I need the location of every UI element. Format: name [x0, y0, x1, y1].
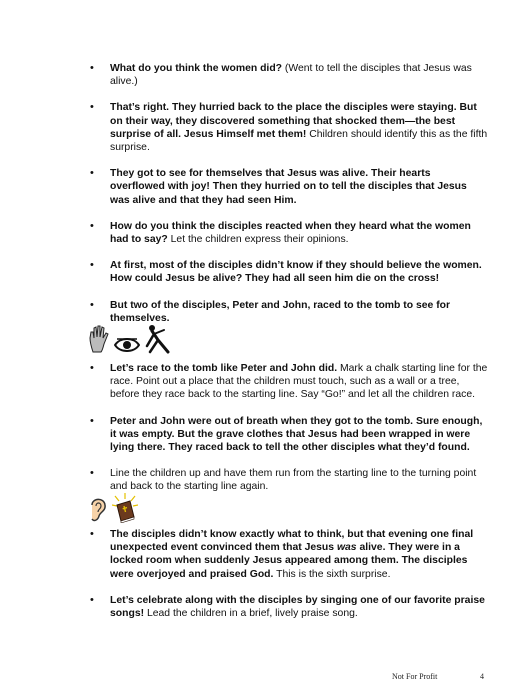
bullet-dot: • — [90, 167, 94, 180]
activity-icons — [88, 324, 172, 354]
bullet-item — [88, 259, 488, 285]
bullet-text: How do you think the disciples reacted when they heard what the women had to say? — [110, 220, 471, 246]
page-footer — [392, 672, 484, 681]
bullet-text: At first, most of the disciples didn’t know if they should believe the women. How could Jesus be alive? They had all seen him die on the cross! — [110, 260, 482, 285]
runner-icon — [144, 324, 172, 354]
bullet-dot: • — [90, 593, 94, 606]
sense-icons — [88, 493, 138, 523]
bullet-text: This is the sixth surprise. — [273, 568, 391, 580]
bullet-dot: • — [90, 101, 94, 114]
bullet-text: Let’s race to the tomb like Peter and John did. — [110, 363, 338, 374]
bible-icon — [112, 493, 138, 523]
bullet-dot: • — [90, 528, 94, 540]
bullet-item — [88, 415, 488, 455]
bullet-list-race — [88, 362, 488, 507]
hand-icon — [88, 324, 110, 354]
bullet-dot: • — [90, 414, 94, 427]
bullet-item — [88, 362, 488, 402]
bullet-item — [88, 299, 488, 325]
bullet-text: Peter and John were out of breath when they got to the tomb. Sure enough, it was empty. But the grave clothes that Jesus had been wrapped in were lying there. They raced back to tell the other disciples what they’d found. — [110, 415, 483, 454]
bullet-text: What do you think the women did? — [110, 63, 283, 74]
bullet-text: alive. They were in a locked room when suddenly Jesus appeared among them. The disciples were overjoyed and praised God. — [110, 542, 468, 580]
bullet-text: Let the children express their opinions. — [167, 234, 349, 246]
bullet-text: (Went to tell the disciples that Jesus was alive.) — [110, 63, 472, 88]
bullet-item — [88, 467, 488, 493]
bullet-list-story — [88, 62, 488, 338]
ear-icon — [88, 495, 108, 523]
bullet-item — [88, 528, 488, 581]
bullet-text: That’s right. They hurried back to the place the disciples were staying. But on their way, they discovered something that shocked them—the best surprise of all. Jesus Himself met them! — [110, 102, 477, 140]
bullet-text: Mark a chalk starting line for the race. Point out a place that the children must touch, such as a wall or a tree, before they race back to the starting line. Say “Go!” and let all the children race. — [110, 363, 488, 401]
bullet-text: Children should identify this as the fifth surprise. — [110, 128, 488, 154]
bullet-dot: • — [90, 259, 94, 272]
bullet-item — [88, 220, 488, 246]
bullet-text: Line the children up and have them run from the starting line to the turning point and back to the starting line again. — [110, 468, 477, 493]
bullet-item — [88, 594, 488, 620]
bullet-dot: • — [90, 219, 94, 232]
page-number: 4 — [480, 672, 484, 681]
bullet-dot: • — [90, 298, 94, 311]
bullet-text: was — [336, 542, 357, 554]
eye-icon — [114, 336, 140, 354]
bullet-item — [88, 62, 488, 88]
bullet-text: But two of the disciples, Peter and John, raced to the tomb to see for themselves. — [110, 299, 451, 324]
bullet-list-celebrate — [88, 528, 488, 633]
bullet-item — [88, 167, 488, 207]
bullet-text: They got to see for themselves that Jesus was alive. Their hearts overflowed with joy! Then they hurried on to tell the disciples that Jesus was alive and that they had seen Him. — [110, 168, 467, 206]
bullet-text: The disciples didn’t know exactly what to think, but that evening one final unexpected event convinced them that Jesus — [110, 529, 474, 554]
bullet-dot: • — [90, 362, 94, 374]
bullet-dot: • — [90, 467, 94, 480]
bullet-text: Lead the children in a brief, lively praise song. — [144, 608, 358, 620]
bullet-text: Let’s celebrate along with the disciples by singing one of our favorite praise songs! — [110, 594, 485, 620]
footer-label: Not For Profit — [392, 672, 438, 681]
bullet-item — [88, 101, 488, 154]
bullet-dot: • — [90, 62, 94, 74]
